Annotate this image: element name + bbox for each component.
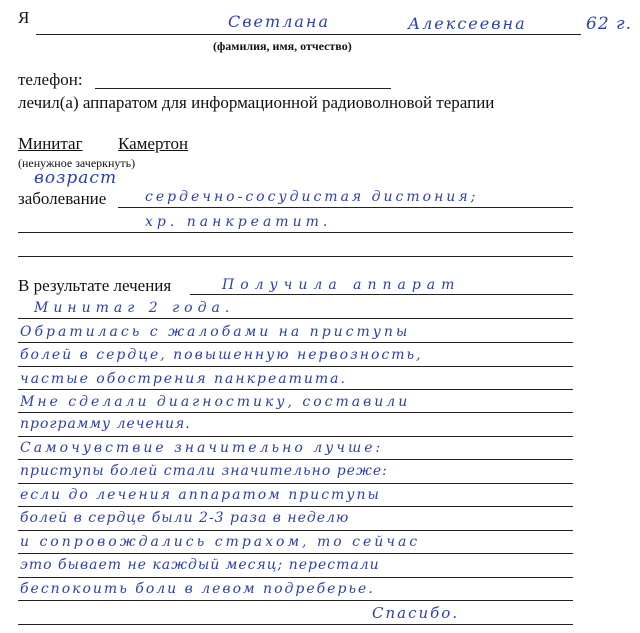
result-line-11	[18, 530, 573, 531]
result-line-4	[18, 366, 573, 367]
hw-result-line-5: частые обострения панкреатита.	[20, 371, 347, 387]
hw-result-line-15: Спасибо.	[372, 604, 460, 622]
hw-age-label: возраст	[34, 168, 118, 188]
fio-line	[36, 34, 581, 35]
ya-label: Я	[18, 8, 30, 27]
result-line-10	[18, 506, 573, 507]
disease-line-1	[118, 207, 573, 208]
result-label: В результате лечения	[18, 276, 172, 295]
hw-result-line-9: приступы болей стали значительно реже:	[20, 463, 388, 479]
result-line-3	[18, 342, 573, 343]
result-line-9	[18, 483, 573, 484]
disease-line-3	[18, 256, 573, 257]
phone-line	[95, 88, 391, 89]
device-minitag: Минитаг	[18, 134, 83, 153]
phone-label: телефон:	[18, 70, 83, 89]
result-line-6	[18, 412, 573, 413]
result-line-13	[18, 577, 573, 578]
redaction-surname	[55, 4, 205, 34]
hw-result-line-4: болей в сердце, повышенную нервозность,	[20, 347, 423, 363]
redaction-phone	[190, 58, 320, 86]
hw-disease-line-2: хр. панкреатит.	[145, 214, 332, 230]
hw-patronymic: Алексеевна	[408, 14, 527, 33]
hw-result-line-12: и сопровождались страхом, то сейчас	[20, 534, 421, 550]
result-line-14	[18, 600, 573, 601]
strike-note: (ненужное зачеркнуть)	[18, 156, 136, 170]
hw-result-line-13: это бывает не каждый месяц; перестали	[20, 557, 380, 573]
hw-result-line-14: беспокоить боли в левом подреберье.	[20, 581, 375, 597]
hw-result-line-8: Самочувствие значительно лучше:	[20, 440, 384, 456]
result-line-7	[18, 436, 573, 437]
disease-label: заболевание	[18, 189, 107, 208]
disease-line-2	[18, 232, 573, 233]
hw-result-line-2: Минитаг 2 года.	[34, 300, 235, 316]
hw-age: 62 г.	[586, 14, 633, 34]
hw-result-line-7: программу лечения.	[20, 416, 191, 432]
result-line-12	[18, 553, 573, 554]
hw-result-line-6: Мне сделали диагностику, составили	[20, 394, 411, 410]
result-line-8	[18, 459, 573, 460]
hw-result-line-1: Получила аппарат	[222, 277, 461, 293]
hw-result-line-3: Обратилась с жалобами на приступы	[20, 324, 411, 340]
result-line-15	[18, 624, 573, 625]
result-line-1	[190, 294, 573, 295]
fio-caption: (фамилия, имя, отчество)	[213, 39, 352, 53]
treated-label: лечил(а) аппаратом для информационной радиоволновой терапии	[18, 93, 495, 112]
hw-result-line-11: болей в сердце были 2-3 раза в неделю	[20, 510, 350, 526]
result-line-5	[18, 389, 573, 390]
device-kamerton: Камертон	[118, 134, 189, 153]
hw-disease-line-1: сердечно-сосудистая дистония;	[145, 189, 479, 205]
hw-result-line-10: если до лечения аппаратом приступы	[20, 487, 381, 503]
result-line-2	[18, 318, 573, 319]
hw-first-name: Светлана	[228, 12, 330, 31]
